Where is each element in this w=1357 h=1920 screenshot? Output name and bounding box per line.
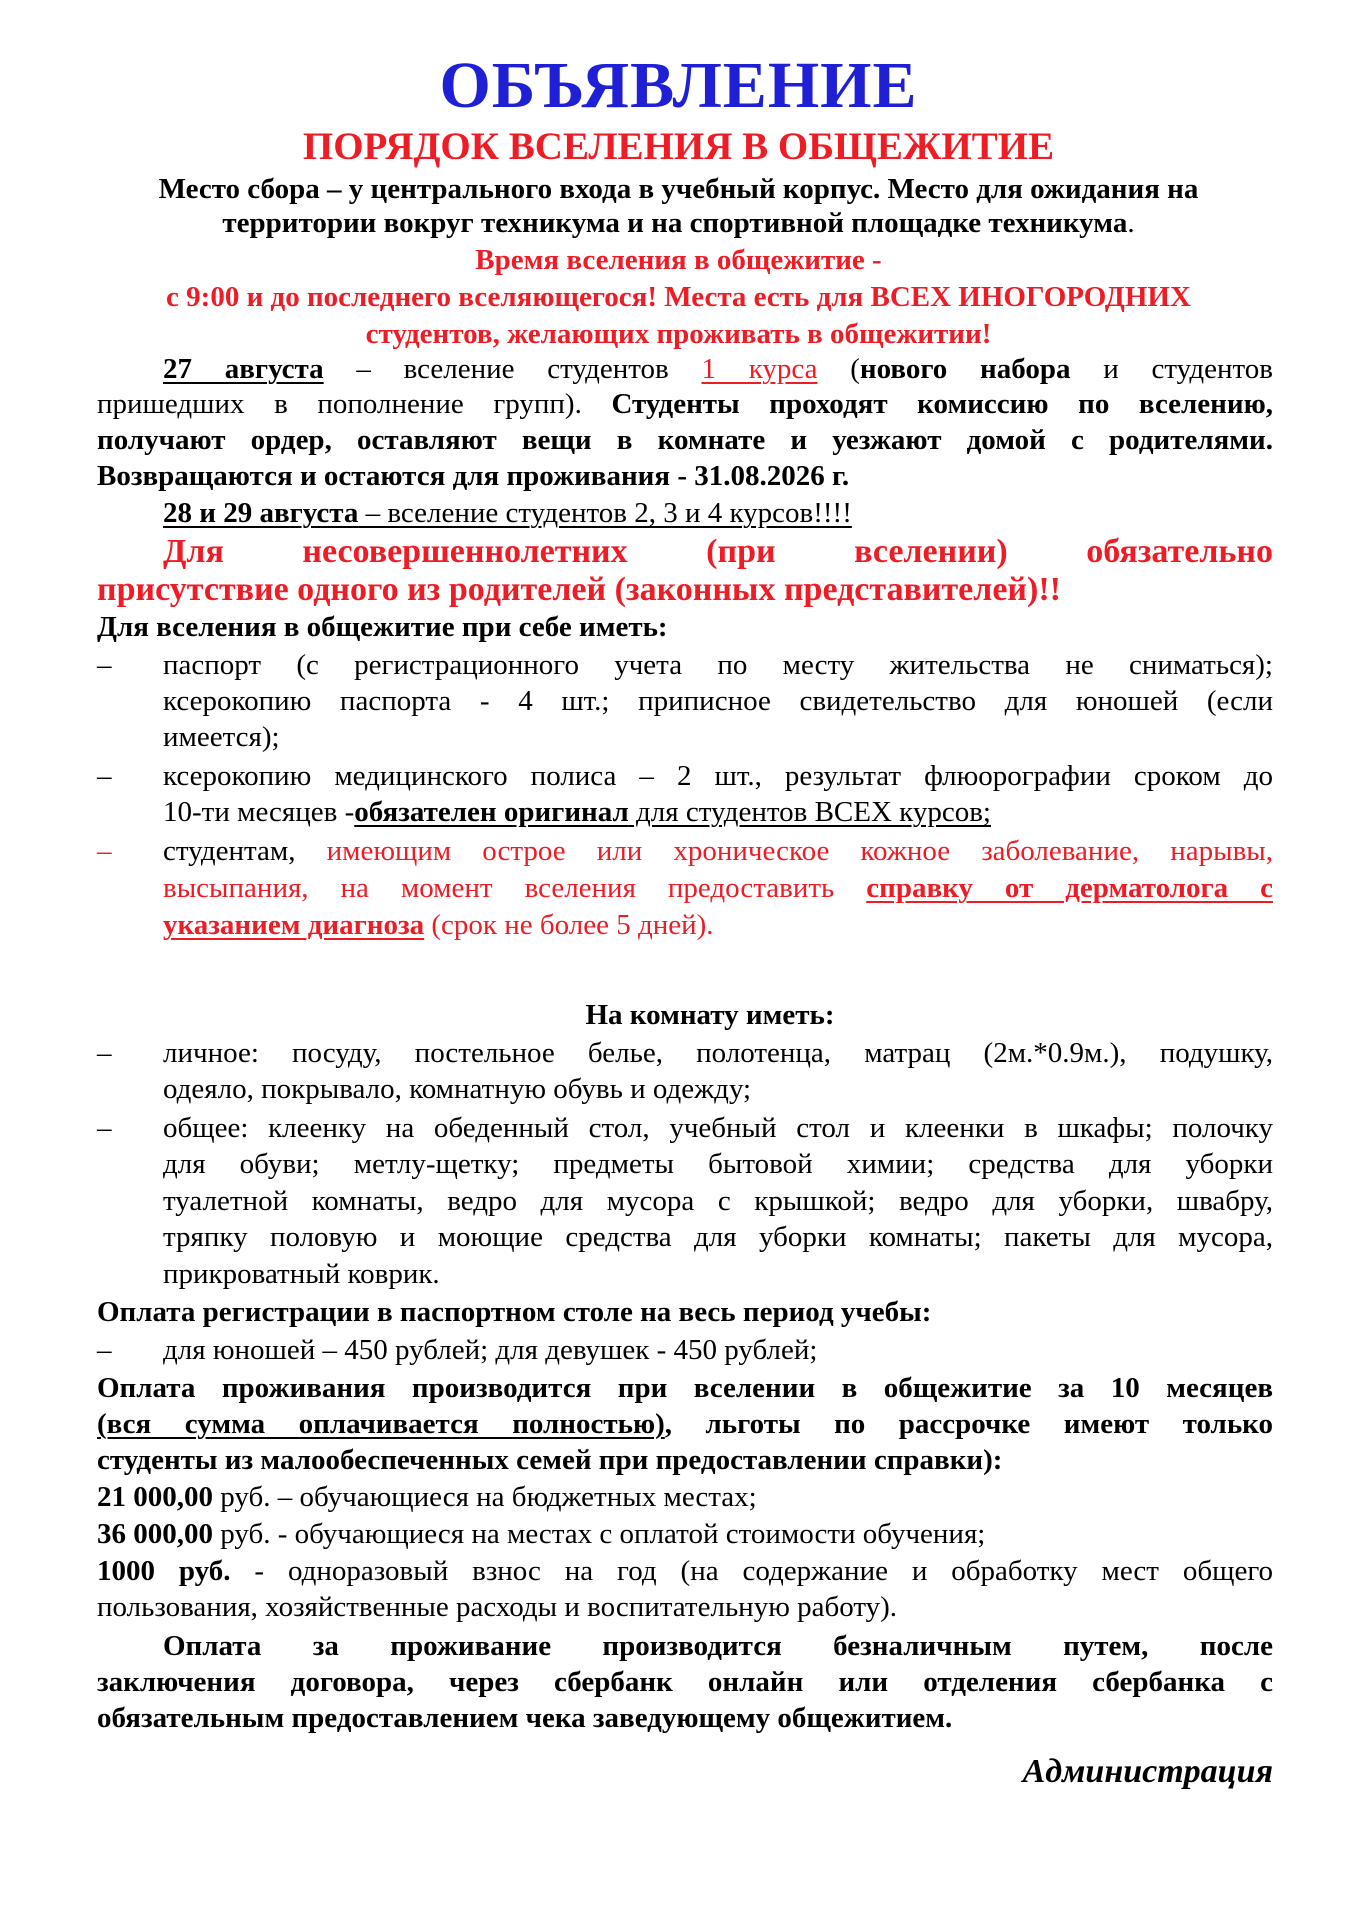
room-item2-line5: прикроватный коврик. [163, 1258, 440, 1290]
room-item1-line1: личное: посуду, постельное белье, полотенца, матрац (2м.*0.9м.), подушку, [163, 1037, 1273, 1069]
documents-item1-line3: имеется); [163, 721, 280, 753]
documents-item3-line1-b: имеющим острое или хроническое кожное заболевание, нарывы, [326, 835, 1273, 867]
documents-item2-line2 [163, 795, 991, 829]
aug27-date: 27 августа [163, 353, 324, 385]
documents-item3-diagnosis: указанием диагноза [163, 909, 425, 941]
aug27-line3: получают ордер, оставляют вещи в комнате и уезжают домой с родителями. [97, 424, 1273, 456]
documents-item2-line2-c: для студентов ВСЕХ курсов; [628, 796, 991, 828]
aug27-line2-plain: пришедших в пополнение групп). [97, 388, 612, 420]
fee-paid-amount: 36 000,00 [97, 1518, 213, 1550]
room-item1-line2: одеяло, покрывало, комнатную обувь и одежду; [163, 1073, 752, 1105]
fee-annual-amount: 1000 руб. [97, 1555, 231, 1587]
room-item2-line4: тряпку половую и моющие средства для уборки комнаты; пакеты для мусора, [163, 1221, 1273, 1253]
aug27-line4: Возвращаются и остаются для проживания - 31.08.2026 г. [97, 460, 850, 492]
payment-method-line1: Оплата за проживание производится безналичным путем, после [163, 1630, 1273, 1662]
meeting-place-line2 [0, 206, 1357, 240]
fee-budget-text: руб. – обучающиеся на бюджетных местах; [213, 1481, 757, 1513]
aug27-line2 [97, 387, 1273, 421]
meeting-place-line1: Место сбора – у центрального входа в учебный корпус. Место для ожидания на [158, 173, 1199, 205]
signature: Администрация [1022, 1753, 1273, 1790]
checkin-time-line1: Время вселения в общежитие - [475, 244, 882, 276]
documents-item3-line1-a: студентам, [163, 835, 327, 867]
aug28-text: – вселение студентов 2, 3 и 4 курсов!!!! [358, 497, 852, 529]
documents-item1-bullet: – [97, 649, 112, 681]
payment-full-amount: (вся сумма оплачивается полностью) [97, 1408, 665, 1440]
aug27-new-set: нового набора [859, 353, 1071, 385]
fee-annual [97, 1554, 1273, 1588]
payment-line2-rest: , льготы по рассрочке имеют только [664, 1408, 1273, 1440]
documents-item3-line3 [163, 908, 714, 942]
documents-item3-line1 [163, 834, 1273, 868]
documents-item2-bullet: – [97, 760, 112, 792]
registration-item-bullet: – [97, 1334, 112, 1366]
fee-paid [97, 1517, 985, 1551]
room-item2-line3: туалетной комнаты, ведро для мусора с крышкой; ведро для уборки, швабру, [163, 1185, 1273, 1217]
documents-item2-original: обязателен оригинал [354, 796, 629, 828]
documents-item3-line2 [163, 871, 1273, 905]
aug27-text-c: и студентов [1070, 353, 1273, 385]
fee-paid-text: руб. - обучающиеся на местах с оплатой стоимости обучения; [213, 1518, 986, 1550]
meeting-place-line2-text: территории вокруг техникума и на спортивной площадке техникума [222, 207, 1128, 239]
room-item2-line2: для обуви; метлу-щетку; предметы бытовой химии; средства для уборки [163, 1148, 1273, 1180]
documents-item3-line2-a: высыпания, на момент вселения предоставить [163, 872, 867, 904]
documents-item3-line3-b: (срок не более 5 дней). [424, 909, 714, 941]
aug27-course: 1 курса [701, 353, 818, 385]
aug27-text-a: – вселение студентов [323, 353, 702, 385]
payment-line1: Оплата проживания производится при вселении в общежитие за 10 месяцев [97, 1372, 1273, 1404]
fee-budget [97, 1480, 757, 1514]
documents-heading: Для вселения в общежитие при себе иметь: [97, 611, 668, 643]
checkin-time-line2: с 9:00 и до последнего вселяющегося! Места есть для ВСЕХ ИНОГОРОДНИХ [166, 281, 1191, 313]
payment-line3: студенты из малообеспеченных семей при предоставлении справки): [97, 1444, 1003, 1476]
page-title: ОБЪЯВЛЕНИЕ [439, 49, 918, 122]
meeting-place-line2-end: . [1127, 207, 1135, 239]
documents-item1-line1: паспорт (с регистрационного учета по месту жительства не сниматься); [163, 649, 1273, 681]
registration-heading: Оплата регистрации в паспортном столе на весь период учебы: [97, 1296, 932, 1328]
fee-budget-amount: 21 000,00 [97, 1481, 213, 1513]
checkin-time-line3: студентов, желающих проживать в общежитии! [365, 318, 992, 350]
aug28-date: 28 и 29 августа [163, 497, 359, 529]
payment-method-line3: обязательным предоставлением чека заведующему общежитием. [97, 1702, 953, 1734]
documents-item1-line2: ксерокопию паспорта - 4 шт.; приписное свидетельство для юношей (если [163, 685, 1273, 717]
room-item1-bullet: – [97, 1037, 112, 1069]
fee-annual-line2: пользования, хозяйственные расходы и воспитательную работу). [97, 1591, 898, 1623]
documents-item2-line2-a: 10-ти месяцев - [163, 796, 355, 828]
aug27-text-b: ( [817, 353, 860, 385]
payment-method-line2: заключения договора, через сбербанк онлайн или отделения сбербанка с [97, 1666, 1273, 1698]
documents-item3-bullet: – [97, 835, 112, 867]
aug27-line1 [163, 352, 1273, 386]
payment-line2 [97, 1407, 1273, 1441]
room-item2-bullet: – [97, 1112, 112, 1144]
registration-item: для юношей – 450 рублей; для девушек - 450 рублей; [163, 1334, 818, 1366]
minors-line1: Для несовершеннолетних (при вселении) обязательно [163, 533, 1273, 570]
aug28-line [163, 496, 852, 530]
page-subtitle: ПОРЯДОК ВСЕЛЕНИЯ В ОБЩЕЖИТИЕ [302, 125, 1055, 168]
room-heading: На комнату иметь: [585, 999, 835, 1031]
fee-annual-text: - одноразовый взнос на год (на содержание и обработку мест общего [230, 1555, 1273, 1587]
aug27-line2-bold: Студенты проходят комиссию по вселению, [611, 388, 1274, 420]
minors-line2: присутствие одного из родителей (законных представителей)!! [97, 571, 1061, 608]
documents-item3-dermatologist: справку от дерматолога с [866, 872, 1274, 904]
room-item2-line1: общее: клеенку на обеденный стол, учебный стол и клеенки в шкафы; полочку [163, 1112, 1273, 1144]
documents-item2-line1: ксерокопию медицинского полиса – 2 шт., результат флюорографии сроком до [163, 760, 1273, 792]
